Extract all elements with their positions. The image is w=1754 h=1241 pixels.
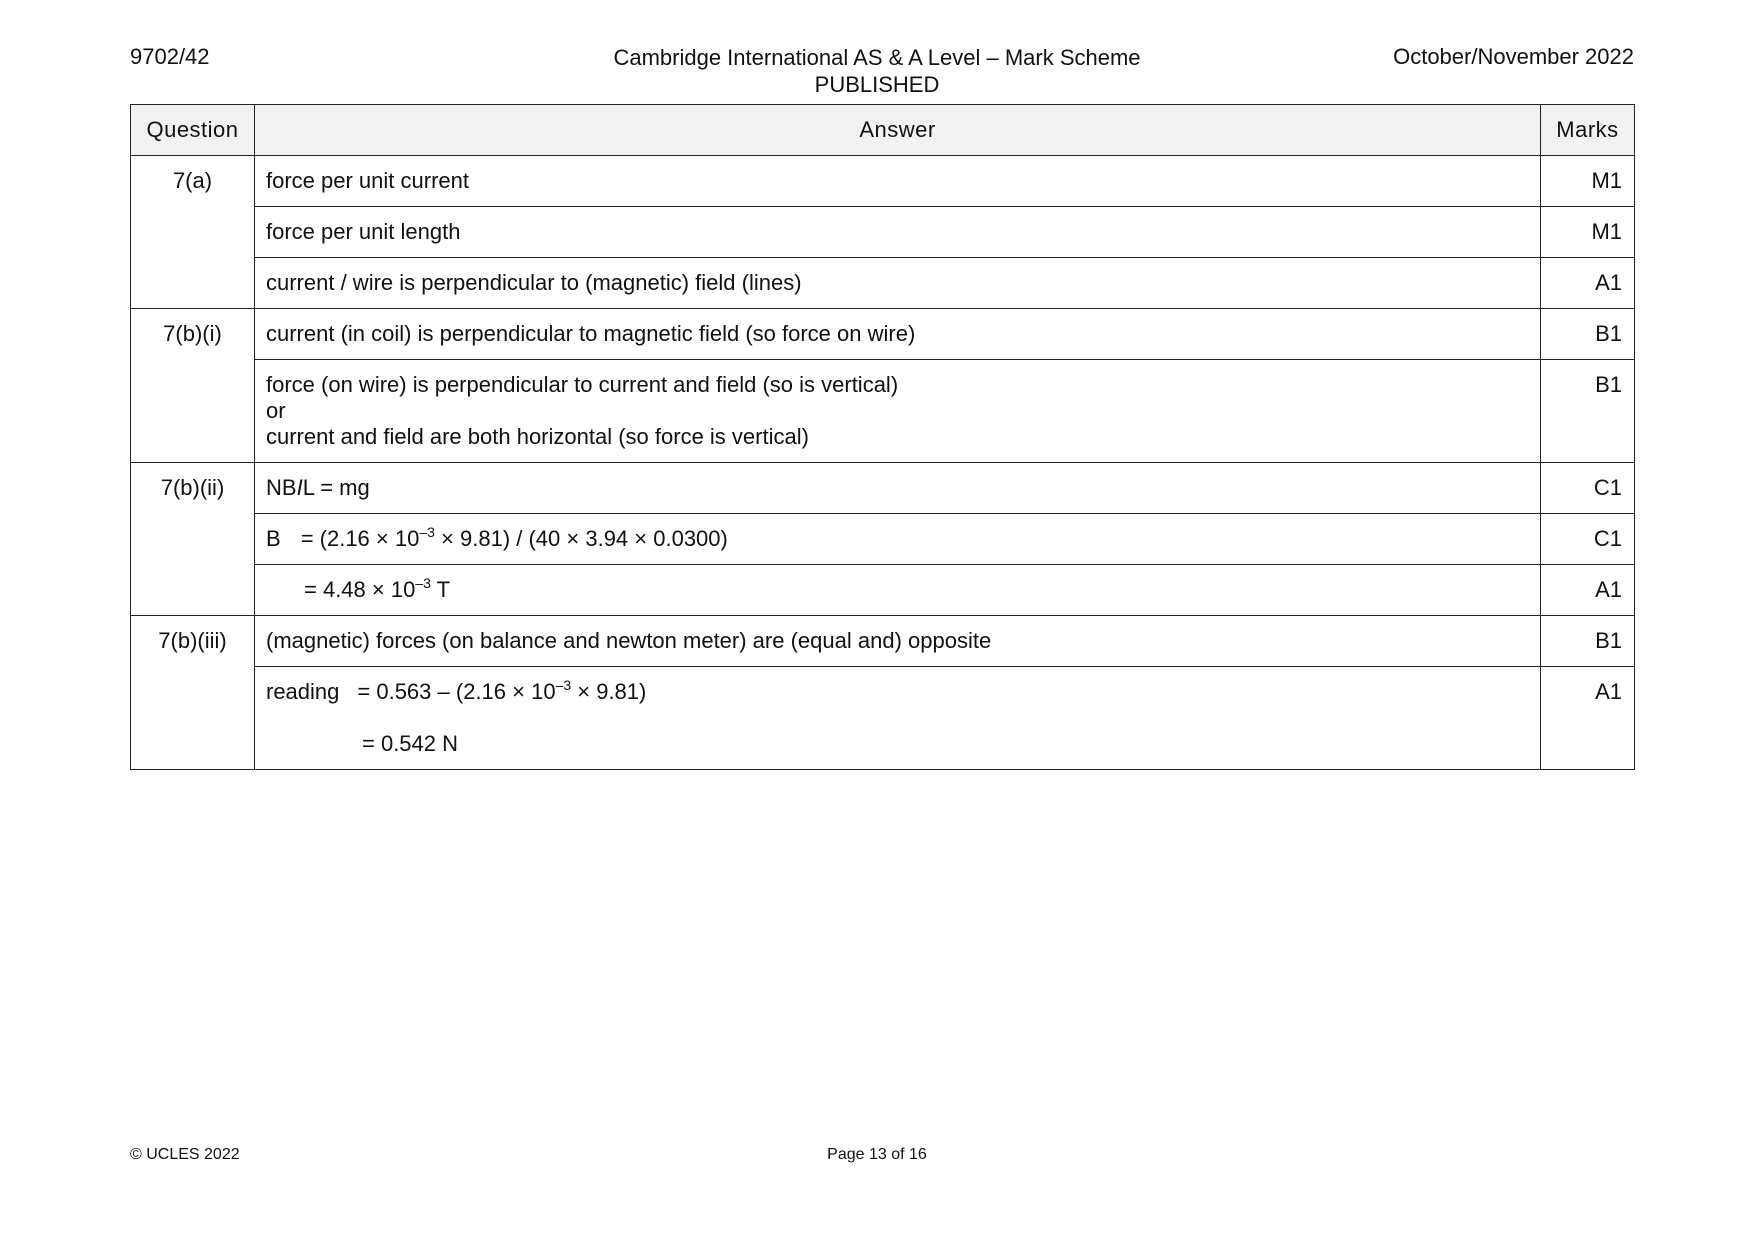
equation-part: × 9.81): [571, 679, 647, 704]
answer-cell: [255, 514, 1541, 565]
equation-part: = 0.563 – (2.16 × 10: [357, 679, 556, 704]
equation-part: = (2.16 × 10: [300, 526, 420, 551]
equation-part: NB: [266, 475, 297, 500]
question-label-7bii: 7(b)(ii): [131, 463, 255, 616]
answer-cell: [255, 667, 1541, 770]
table-row: [131, 514, 1635, 565]
mark-cell: A1: [1541, 565, 1635, 616]
table-row: [131, 207, 1635, 258]
mark-cell: B1: [1541, 309, 1635, 360]
mark-cell: B1: [1541, 616, 1635, 667]
table-row: [131, 667, 1635, 770]
table-row: [131, 360, 1635, 463]
equation-part: = 4.48 × 10: [304, 577, 416, 602]
exponent: –3: [419, 523, 435, 540]
mark-cell: A1: [1541, 667, 1635, 770]
question-column-header: Question: [131, 105, 255, 156]
table-row: [131, 258, 1635, 309]
paper-code: 9702/42: [130, 44, 210, 69]
table-row: [131, 463, 1635, 514]
table-row: [131, 156, 1635, 207]
answer-cell: (magnetic) forces (on balance and newton meter) are (equal and) opposite: [255, 616, 1541, 667]
marks-column-header: Marks: [1541, 105, 1635, 156]
exponent: –3: [415, 574, 431, 591]
mark-cell: B1: [1541, 360, 1635, 463]
mark-scheme-table: [130, 104, 1635, 770]
answer-line: force (on wire) is perpendicular to current and field (so is vertical): [266, 372, 899, 397]
publication-status: PUBLISHED: [814, 72, 940, 97]
page-number: Page 13 of 16: [827, 1146, 927, 1163]
mark-cell: M1: [1541, 207, 1635, 258]
equation-part: T: [430, 577, 451, 602]
answer-cell: [255, 565, 1541, 616]
mark-cell: C1: [1541, 514, 1635, 565]
question-label-7a: 7(a): [131, 156, 255, 309]
answer-cell: current (in coil) is perpendicular to magnetic field (so force on wire): [255, 309, 1541, 360]
exponent: –3: [555, 676, 572, 693]
answer-line: current and field are both horizontal (so force is vertical): [266, 424, 809, 449]
answer-cell: [255, 463, 1541, 514]
current-symbol: I: [296, 475, 303, 500]
table-row: [131, 565, 1635, 616]
answer-cell: force per unit current: [255, 156, 1541, 207]
document-title: Cambridge International AS & A Level – Mark Scheme: [613, 45, 1141, 70]
question-label-7biii: 7(b)(iii): [131, 616, 255, 770]
question-label-7bi: 7(b)(i): [131, 309, 255, 463]
table-header-row: [131, 105, 1635, 156]
equation-part: × 9.81) / (40 × 3.94 × 0.0300): [434, 526, 728, 551]
mark-cell: C1: [1541, 463, 1635, 514]
equation-part: L = mg: [302, 475, 370, 500]
exam-session: October/November 2022: [1393, 44, 1634, 69]
table-row: [131, 309, 1635, 360]
answer-cell: [255, 360, 1541, 463]
answer-column-header: Answer: [255, 105, 1541, 156]
answer-word: reading: [266, 679, 340, 704]
table-row: [131, 616, 1635, 667]
answer-cell: current / wire is perpendicular to (magnetic) field (lines): [255, 258, 1541, 309]
mark-cell: M1: [1541, 156, 1635, 207]
variable-symbol: B: [266, 526, 281, 551]
answer-cell: force per unit length: [255, 207, 1541, 258]
mark-cell: A1: [1541, 258, 1635, 309]
copyright-notice: © UCLES 2022: [130, 1146, 240, 1163]
answer-alternative-or: or: [266, 398, 286, 423]
equation-result: = 0.542 N: [362, 731, 459, 756]
